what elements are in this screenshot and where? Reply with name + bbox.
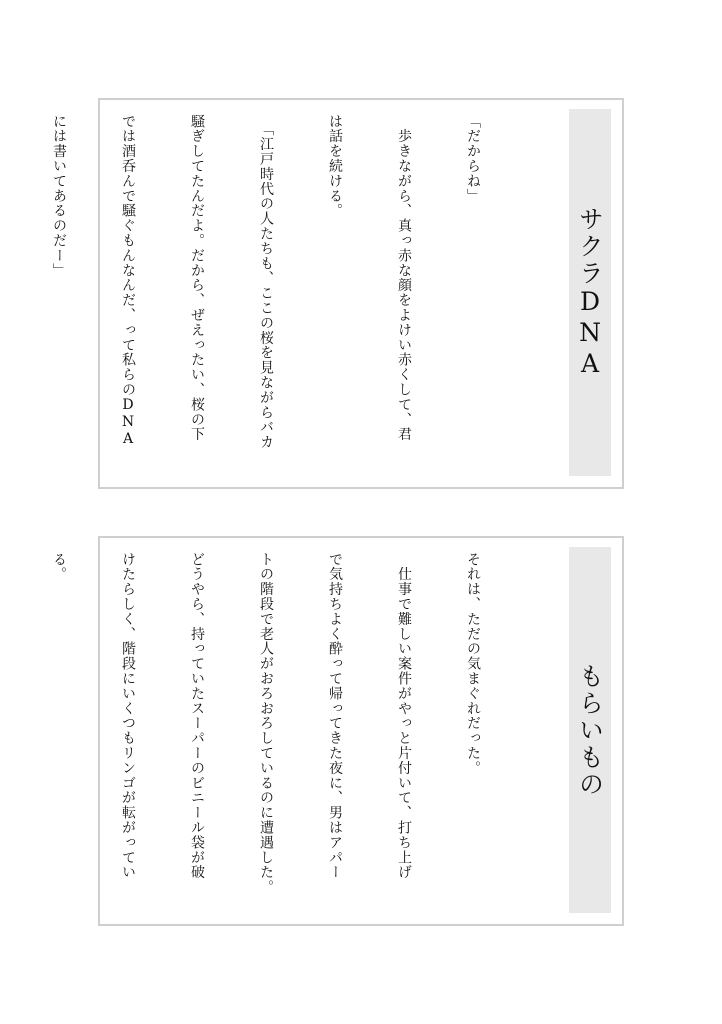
text-line xyxy=(0,114,1,475)
text-line: 「江戸時代の人たちも、ここの桜を見ながらバカ xyxy=(258,114,274,450)
text-line: どうやら、持っていたスーパーのビニール袋が破 xyxy=(189,552,205,880)
story-card-sakura xyxy=(51,98,624,489)
story-title: サクラDNA xyxy=(575,205,605,380)
text-line: 仕事で難しい案件がやっと片付いて、打ち上げ xyxy=(396,552,412,880)
text-line: 騒ぎしてたんだよ。だから、ぜえったい、桜の下 xyxy=(189,114,205,442)
text-line: 「だからね」 xyxy=(465,114,481,204)
story-body xyxy=(0,552,530,912)
text-line: る。 xyxy=(51,552,67,582)
story-card-moraimono xyxy=(51,536,624,926)
text-line: トの階段で老人がおろおろしているのに遭遇した。 xyxy=(258,552,274,895)
text-line: で気持ちよく酔って帰ってきた夜に、男はアパー xyxy=(327,552,343,880)
story-body xyxy=(0,114,530,475)
text-line: には書いてあるのだー」 xyxy=(51,114,67,278)
title-bar xyxy=(569,547,611,913)
text-line xyxy=(0,552,1,912)
text-line: けたらしく、階段にいくつもリンゴが転がってい xyxy=(120,552,136,880)
text-line: では酒呑んで騒ぐもんなんだ、って私らのDNA xyxy=(120,114,136,448)
text-line: それは、ただの気まぐれだった。 xyxy=(465,552,481,776)
text-line: は話を続ける。 xyxy=(327,114,343,219)
text-line: 歩きながら、真っ赤な顔をよけい赤くして、君 xyxy=(396,114,412,442)
story-title: もらいもの xyxy=(575,662,605,798)
title-bar xyxy=(569,109,611,476)
